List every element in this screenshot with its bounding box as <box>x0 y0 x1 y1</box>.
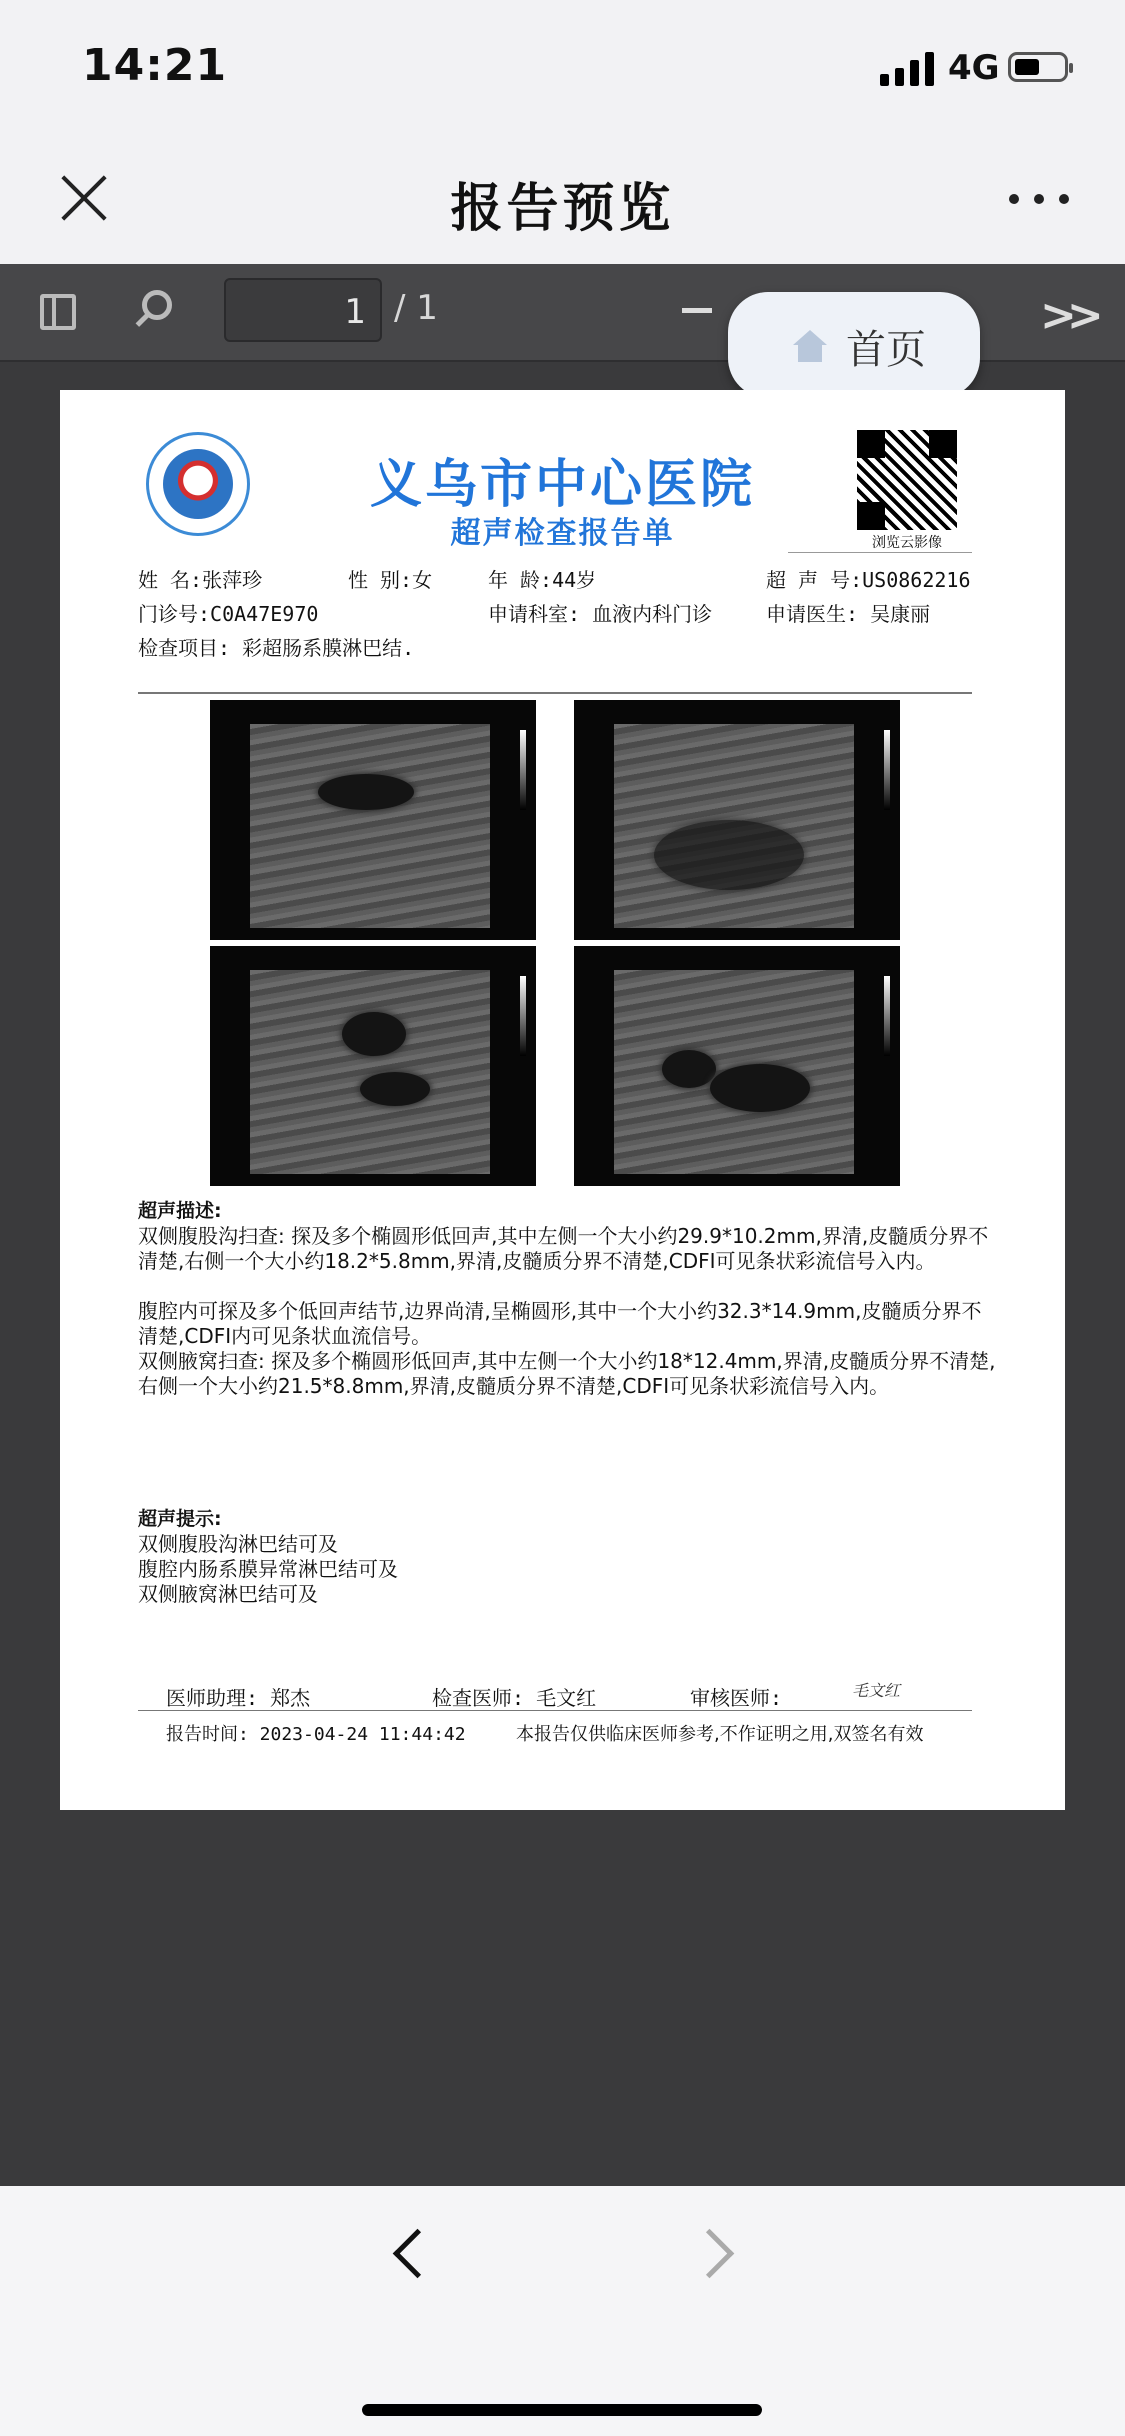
signal-icon <box>880 50 938 86</box>
chevron-left-icon[interactable] <box>393 2229 442 2278</box>
ultrasound-image <box>210 700 536 940</box>
ultrasound-image <box>210 946 536 1186</box>
divider <box>138 692 972 694</box>
bottom-nav <box>0 2186 1125 2436</box>
report-title: 超声检查报告单 <box>450 516 675 551</box>
page-number-input[interactable]: 1 <box>224 278 382 342</box>
disclaimer: 本报告仅供临床医师参考,不作证明之用,双签名有效 <box>516 1724 924 1745</box>
qr-label: 浏览云影像 <box>872 535 942 551</box>
home-icon <box>790 326 830 366</box>
status-time: 14:21 <box>82 40 228 91</box>
patient-gender: 性 别:女 <box>348 568 433 592</box>
description-paragraph: 双侧腋窝扫查: 探及多个椭圆形低回声,其中左侧一个大小约18*12.4mm,界清,皮髓质分界不清楚,右侧一个大小约21.5*8.8mm,界清,皮髓质分界不清楚,CDFI可见条状彩流信号入内。 <box>138 1349 996 1398</box>
more-icon[interactable] <box>1009 194 1069 206</box>
exam-doctor: 检查医师: 毛文红 <box>432 1686 597 1710</box>
report-page <box>60 390 1065 1810</box>
description-paragraph: 腹腔内可探及多个低回声结节,边界尚清,呈椭圆形,其中一个大小约32.3*14.9mm,皮髓质分界不清楚,CDFI内可见条状血流信号。 <box>138 1299 982 1348</box>
page-title: 报告预览 <box>450 179 675 239</box>
reviewer-label: 审核医师: <box>690 1686 783 1710</box>
chevron-right-icon[interactable] <box>685 2229 734 2278</box>
description-title: 超声描述: <box>138 1200 222 1222</box>
battery-icon <box>1008 52 1068 82</box>
hint-item: 双侧腋窝淋巴结可及 <box>138 1582 318 1606</box>
ultrasound-number: 超 声 号:US0862216 <box>766 568 971 592</box>
request-doctor: 申请医生: 吴康丽 <box>766 602 931 626</box>
ultrasound-image <box>574 700 900 940</box>
report-time: 报告时间: 2023-04-24 11:44:42 <box>166 1724 466 1745</box>
patient-name: 姓 名:张萍珍 <box>138 568 263 592</box>
ultrasound-image <box>574 946 900 1186</box>
patient-age: 年 龄:44岁 <box>488 568 597 592</box>
qr-code[interactable] <box>857 430 957 530</box>
nav-header <box>0 140 1125 264</box>
hospital-name: 义乌市中心医院 <box>369 455 755 515</box>
divider <box>138 1710 972 1711</box>
hint-item: 双侧腹股沟淋巴结可及 <box>138 1532 338 1556</box>
description-paragraph: 双侧腹股沟扫查: 探及多个椭圆形低回声,其中左侧一个大小约29.9*10.2mm,界清,皮髓质分界不清楚,右侧一个大小约18.2*5.8mm,界清,皮髓质分界不清楚,CDFI可见条状彩流信号入内。 <box>138 1224 989 1273</box>
divider <box>788 552 972 553</box>
page-total: / 1 <box>394 288 438 328</box>
search-icon[interactable] <box>142 290 172 320</box>
reviewer-signature: 毛文红 <box>852 1681 901 1700</box>
pdf-viewer[interactable] <box>0 264 1125 2186</box>
double-chevron-right-icon[interactable]: >> <box>1040 290 1094 341</box>
home-indicator <box>362 2404 762 2416</box>
request-department: 申请科室: 血液内科门诊 <box>488 602 713 626</box>
home-button[interactable] <box>728 292 980 398</box>
network-type: 4G <box>948 48 1000 88</box>
hint-title: 超声提示: <box>138 1508 222 1530</box>
hint-item: 腹腔内肠系膜异常淋巴结可及 <box>138 1557 398 1581</box>
status-bar <box>0 0 1125 140</box>
exam-item: 检查项目: 彩超肠系膜淋巴结. <box>138 636 415 660</box>
clinic-number: 门诊号:C0A47E970 <box>138 602 319 626</box>
zoom-out-icon[interactable] <box>682 308 712 313</box>
sidebar-toggle-icon[interactable] <box>40 294 76 330</box>
home-label: 首页 <box>846 327 926 373</box>
assistant-doctor: 医师助理: 郑杰 <box>166 1686 311 1710</box>
